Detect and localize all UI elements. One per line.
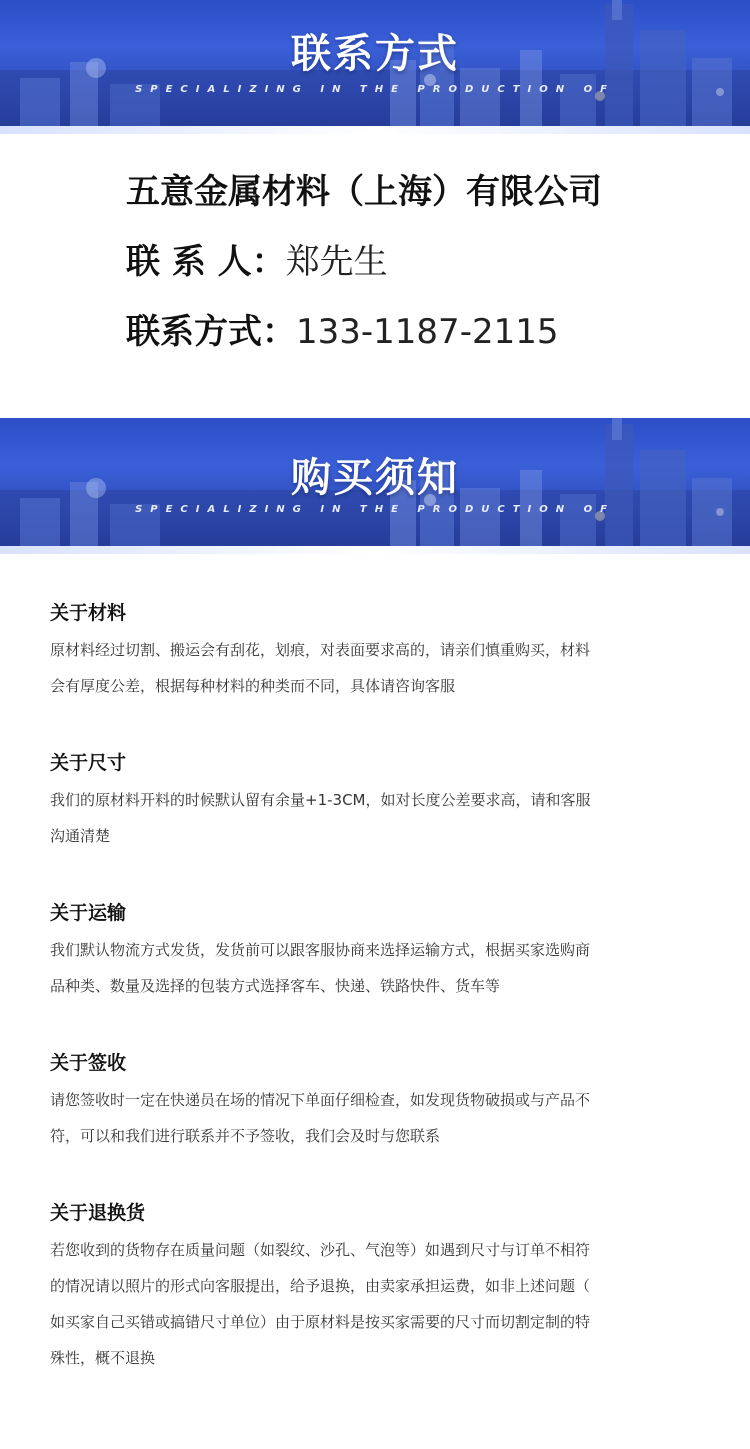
notice-line: 的情况请以照片的形式向客服提出，给予退换，由卖家承担运费，如非上述问题（ [50,1277,591,1295]
notice-title: 关于材料 [50,602,127,624]
contact-person-row [126,242,726,282]
company-name: 五意金属材料（上海）有限公司 [126,172,602,212]
notice-size [50,750,710,854]
notice-line: 会有厚度公差，根据每种材料的种类而不同，具体请咨询客服 [50,677,456,695]
notice-list [50,600,710,1422]
notice-line: 符，可以和我们进行联系并不予签收，我们会及时与您联系 [50,1127,441,1145]
contact-info [126,172,726,352]
notice-material [50,600,710,704]
contact-person-value: 郑先生 [285,242,388,282]
contact-phone-row [126,312,726,352]
contact-person-label: 联 系 人： [126,242,286,282]
purchase-notice-subtitle: SPECIALIZING IN THE PRODUCTION OF [135,504,615,515]
notice-title: 关于签收 [50,1052,127,1074]
notice-line: 如买家自己买错或搞错尺寸单位）由于原材料是按买家需要的尺寸而切割定制的特 [50,1313,591,1331]
notice-line: 请您签收时一定在快递员在场的情况下单面仔细检查，如发现货物破损或与产品不 [50,1091,591,1109]
notice-shipping [50,900,710,1004]
notice-line: 殊性，概不退换 [50,1349,156,1367]
notice-receipt [50,1050,710,1154]
notice-line: 沟通清楚 [50,827,111,845]
contact-phone-label: 联系方式： [126,312,296,352]
notice-title: 关于尺寸 [50,752,127,774]
notice-title: 关于运输 [50,902,127,924]
contact-banner-subtitle: SPECIALIZING IN THE PRODUCTION OF [135,84,615,95]
banner-bottom-band [0,546,750,554]
purchase-notice-title: 购买须知 [291,455,459,501]
banner-bottom-band [0,126,750,134]
notice-line: 品种类、数量及选择的包装方式选择客车、快递、铁路快件、货车等 [50,977,501,995]
contact-phone-value[interactable]: 133-1187-2115 [296,312,559,352]
notice-line: 若您收到的货物存在质量问题（如裂纹、沙孔、气泡等）如遇到尺寸与订单不相符 [50,1241,591,1259]
notice-line: 我们默认物流方式发货，发货前可以跟客服协商来选择运输方式，根据买家选购商 [50,941,591,959]
notice-line: 原材料经过切割、搬运会有刮花，划痕，对表面要求高的，请亲们慎重购买，材料 [50,641,591,659]
contact-banner-title: 联系方式 [291,31,459,77]
notice-returns [50,1200,710,1376]
notice-title: 关于退换货 [50,1202,146,1224]
notice-line: 我们的原材料开料的时候默认留有余量+1-3CM，如对长度公差要求高，请和客服 [50,791,591,809]
